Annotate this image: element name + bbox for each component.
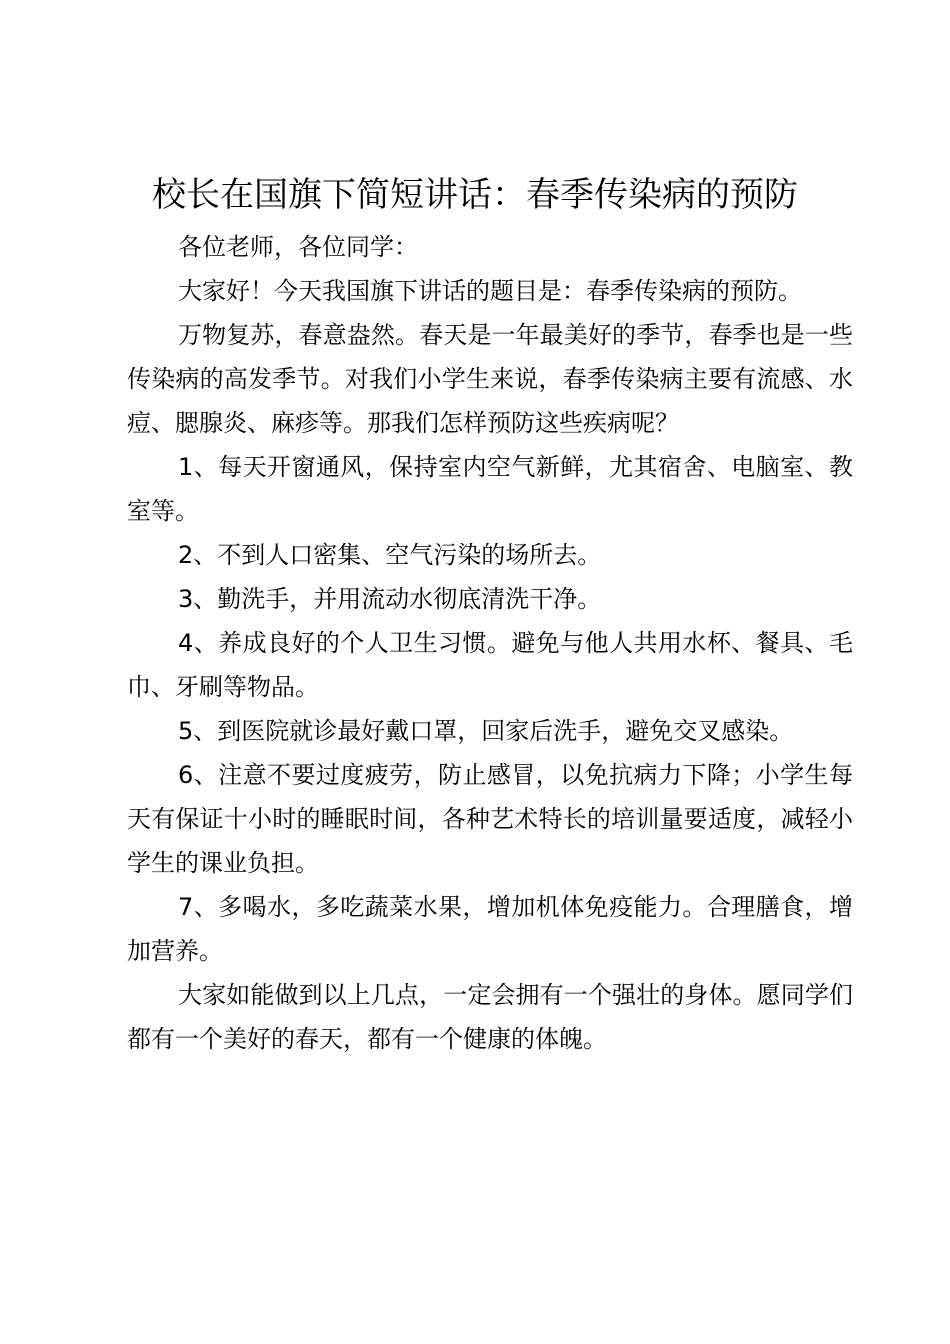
- tip-paragraph-6: 6、注意不要过度疲劳，防止感冒，以免抗病力下降；小学生每天有保证十小时的睡眠时间，各种艺术特长的培训量要适度，减轻小学生的课业负担。: [127, 761, 853, 877]
- closing-paragraph: 大家如能做到以上几点，一定会拥有一个强壮的身体。愿同学们都有一个美好的春天，都有一个健康的体魄。: [127, 981, 853, 1053]
- document-body: [127, 225, 853, 1061]
- tip-paragraph-7: 7、多喝水，多吃蔬菜水果，增加机体免疫能力。合理膳食，增加营养。: [127, 893, 853, 965]
- tip-paragraph-1: 1、每天开窗通风，保持室内空气新鲜，尤其宿舍、电脑室、教室等。: [127, 453, 853, 525]
- tip-paragraph-2: 2、不到人口密集、空气污染的场所去。: [178, 541, 602, 569]
- intro-paragraph: 大家好！今天我国旗下讲话的题目是：春季传染病的预防。: [178, 277, 802, 305]
- greeting-paragraph: 各位老师，各位同学：: [178, 233, 418, 261]
- document-title: 校长在国旗下简短讲话：春季传染病的预防: [152, 175, 798, 215]
- tip-paragraph-4: 4、养成良好的个人卫生习惯。避免与他人共用水杯、餐具、毛巾、牙刷等物品。: [127, 629, 853, 701]
- tip-paragraph-5: 5、到医院就诊最好戴口罩，回家后洗手，避免交叉感染。: [178, 717, 794, 745]
- tip-paragraph-3: 3、勤洗手，并用流动水彻底清洗干净。: [178, 585, 602, 613]
- background-paragraph: 万物复苏，春意盎然。春天是一年最美好的季节，春季也是一些传染病的高发季节。对我们小学生来说，春季传染病主要有流感、水痘、腮腺炎、麻疹等。那我们怎样预防这些疾病呢？: [127, 321, 853, 437]
